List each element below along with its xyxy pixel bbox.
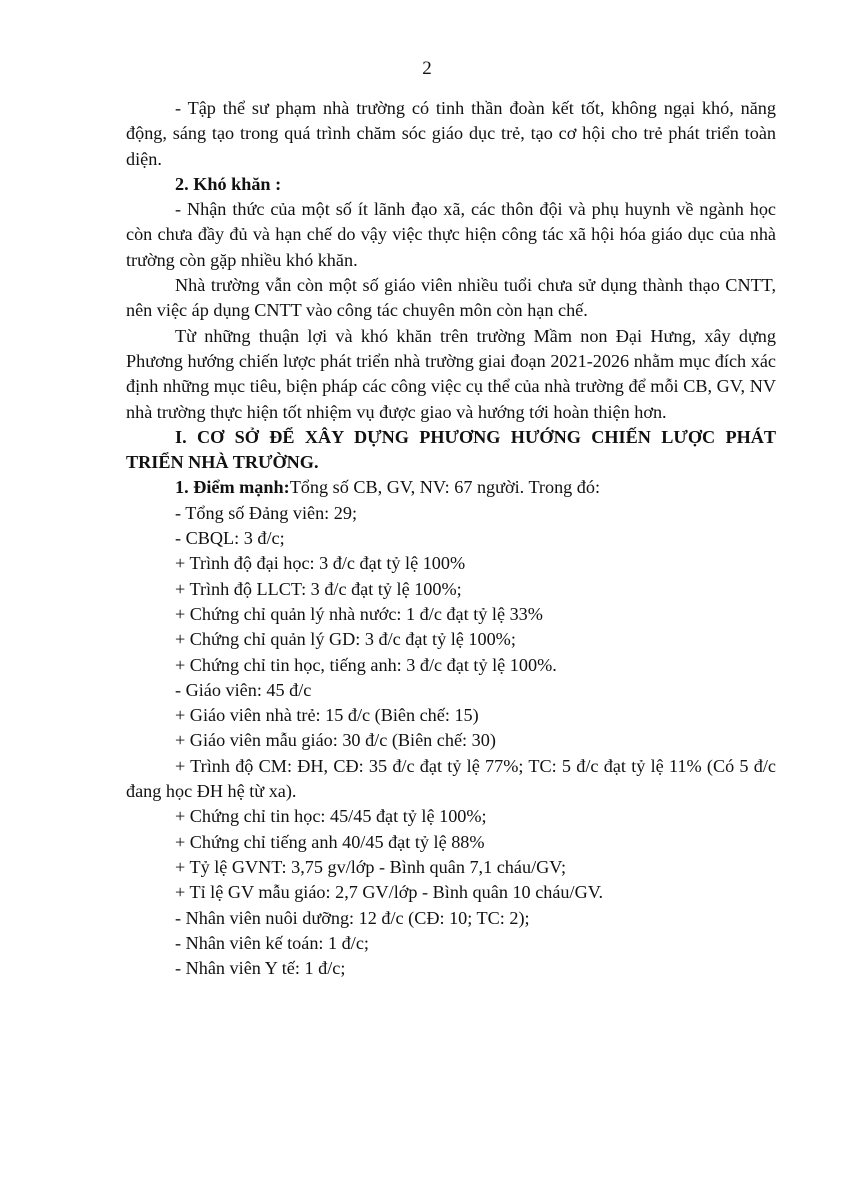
paragraph-strategy: Từ những thuận lợi và khó khăn trên trường Mầm non Đại Hưng, xây dựng Phương hướng chiến lược phát triển nhà trường giai đoạn 2021-2026 nhằm mục đích xác định những mục tiêu, biện pháp các công việc cụ thể của nhà trường để mỗi CB, GV, NV nhà trường thực hiện tốt nhiệm vụ được giao và hướng tới hoàn thiện hơn. [126, 325, 776, 422]
list-item: + Tỉ lệ GV mẫu giáo: 2,7 GV/lớp - Bình quân 10 cháu/GV. [175, 882, 604, 903]
list-item: + Chứng chỉ quản lý GD: 3 đ/c đạt tỷ lệ 100%; [175, 629, 516, 650]
paragraph-it-skills: Nhà trường vẫn còn một số giáo viên nhiều tuổi chưa sử dụng thành thạo CNTT, nên việc áp dụng CNTT vào công tác chuyên môn còn hạn chế. [126, 275, 776, 321]
list-item: + Chứng chỉ tin học, tiếng anh: 3 đ/c đạt tỷ lệ 100%. [175, 654, 557, 675]
list-item: + Chứng chỉ tin học: 45/45 đạt tỷ lệ 100%; [175, 806, 487, 827]
list-item: + Chứng chỉ tiếng anh 40/45 đạt tỷ lệ 88% [175, 831, 485, 852]
list-item: + Giáo viên mẫu giáo: 30 đ/c (Biên chế: 30) [175, 730, 496, 751]
list-item: - Nhân viên Y tế: 1 đ/c; [175, 958, 346, 979]
staff-list [126, 501, 776, 982]
list-item: - Giáo viên: 45 đ/c [175, 679, 312, 700]
list-item: - Nhân viên kế toán: 1 đ/c; [175, 932, 369, 953]
heading-difficulties: 2. Khó khăn : [175, 173, 282, 194]
strength-label: 1. Điểm mạnh: [175, 477, 290, 498]
list-item: + Trình độ đại học: 3 đ/c đạt tỷ lệ 100% [175, 553, 466, 574]
list-item: + Trình độ LLCT: 3 đ/c đạt tỷ lệ 100%; [175, 578, 462, 599]
list-item: + Tỷ lệ GVNT: 3,75 gv/lớp - Bình quân 7,1 cháu/GV; [175, 856, 567, 877]
paragraph-awareness: - Nhận thức của một số ít lãnh đạo xã, các thôn đội và phụ huynh về ngành học còn chưa đầy đủ và hạn chế do vậy việc thực hiện công tác xã hội hóa giáo dục của nhà trường còn gặp nhiều khó khăn. [126, 199, 776, 270]
list-item: + Chứng chỉ quản lý nhà nước: 1 đ/c đạt tỷ lệ 33% [175, 603, 543, 624]
section-title: I. CƠ SỞ ĐỂ XÂY DỰNG PHƯƠNG HƯỚNG CHIẾN LƯỢC PHÁT TRIỂN NHÀ TRƯỜNG. [126, 426, 776, 473]
document-body [126, 96, 776, 981]
list-item-professional-level: + Trình độ CM: ĐH, CĐ: 35 đ/c đạt tỷ lệ 77%; TC: 5 đ/c đạt tỷ lệ 11% (Có 5 đ/c đang học ĐH hệ từ xa). [126, 755, 776, 802]
list-item: - CBQL: 3 đ/c; [175, 528, 285, 549]
list-item: + Giáo viên nhà trẻ: 15 đ/c (Biên chế: 15) [175, 705, 479, 726]
paragraph-strengths [126, 475, 776, 500]
page-number: 2 [422, 58, 432, 79]
paragraph-collective-spirit: - Tập thể sư phạm nhà trường có tinh thần đoàn kết tốt, không ngại khó, năng động, sáng tạo trong quá trình chăm sóc giáo dục trẻ, tạo cơ hội cho trẻ phát triển toàn diện. [126, 98, 776, 169]
list-item: - Nhân viên nuôi dưỡng: 12 đ/c (CĐ: 10; TC: 2); [175, 907, 530, 928]
strength-text: Tổng số CB, GV, NV: 67 người. Trong đó: [289, 477, 601, 498]
list-item: - Tổng số Đảng viên: 29; [175, 502, 358, 523]
